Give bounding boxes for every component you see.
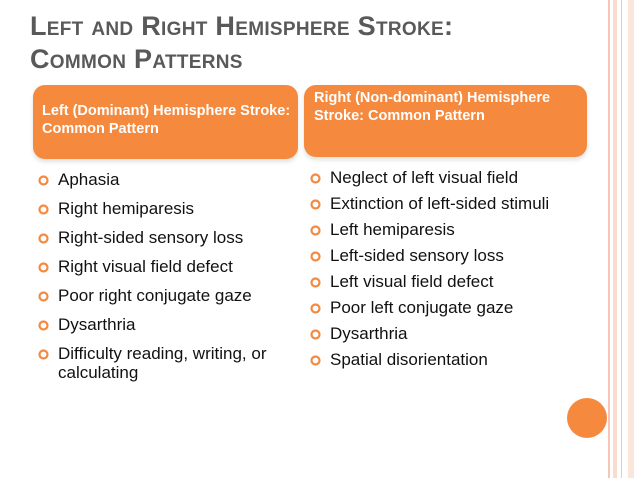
list-item-text: Difficulty reading, writing, or calculating <box>58 344 267 382</box>
list-item <box>38 286 298 305</box>
list-item <box>310 298 590 317</box>
list-item-text: Left hemiparesis <box>330 220 455 239</box>
list-item <box>38 315 298 334</box>
list-item <box>310 220 590 239</box>
slide-title <box>30 10 590 76</box>
list-item-text: Spatial disorientation <box>330 350 488 369</box>
left-column-header: Left (Dominant) Hemisphere Stroke: Common Pattern <box>33 85 298 159</box>
right-column-header: Right (Non-dominant) Hemisphere Stroke: Common Pattern <box>304 85 587 157</box>
list-item <box>310 194 590 213</box>
ring-bullet-icon <box>38 175 49 186</box>
list-item-text: Left-sided sensory loss <box>330 246 504 265</box>
list-item <box>310 350 590 369</box>
list-item <box>310 324 590 343</box>
list-item-text: Dysarthria <box>330 324 408 343</box>
ring-bullet-icon <box>310 199 321 210</box>
list-item-text: Aphasia <box>58 170 120 189</box>
ring-bullet-icon <box>38 320 49 331</box>
slide-title-line-1: Left and Right Hemisphere Stroke: <box>30 11 454 41</box>
list-item-text: Neglect of left visual field <box>330 168 519 187</box>
ring-bullet-icon <box>38 204 49 215</box>
list-item-text: Right-sided sensory loss <box>58 228 244 247</box>
ring-bullet-icon <box>310 251 321 262</box>
list-item <box>310 246 590 265</box>
list-item <box>38 228 298 247</box>
list-item <box>310 168 590 187</box>
ring-bullet-icon <box>38 262 49 273</box>
list-item-text: Poor right conjugate gaze <box>58 286 252 305</box>
list-item-text: Dysarthria <box>58 315 136 334</box>
ring-bullet-icon <box>310 277 321 288</box>
left-column-list <box>38 170 298 392</box>
list-item-text: Extinction of left-sided stimuli <box>330 194 550 213</box>
ring-bullet-icon <box>310 329 321 340</box>
slide-title-line-2: Common Patterns <box>30 44 243 74</box>
list-item <box>38 199 298 218</box>
ring-bullet-icon <box>38 349 49 360</box>
right-column-list <box>310 168 590 376</box>
ring-bullet-icon <box>38 291 49 302</box>
decorative-circle <box>567 398 607 438</box>
list-item <box>38 170 298 189</box>
list-item <box>38 257 298 276</box>
decorative-stripe <box>621 0 622 478</box>
ring-bullet-icon <box>310 355 321 366</box>
list-item <box>310 272 590 291</box>
list-item-text: Right visual field defect <box>58 257 233 276</box>
decorative-stripe <box>613 0 617 478</box>
ring-bullet-icon <box>38 233 49 244</box>
ring-bullet-icon <box>310 173 321 184</box>
list-item-text: Poor left conjugate gaze <box>330 298 514 317</box>
list-item <box>38 344 298 382</box>
list-item-text: Left visual field defect <box>330 272 494 291</box>
list-item-text: Right hemiparesis <box>58 199 195 218</box>
ring-bullet-icon <box>310 225 321 236</box>
ring-bullet-icon <box>310 303 321 314</box>
decorative-stripe <box>628 0 634 478</box>
decorative-stripe <box>608 0 610 478</box>
